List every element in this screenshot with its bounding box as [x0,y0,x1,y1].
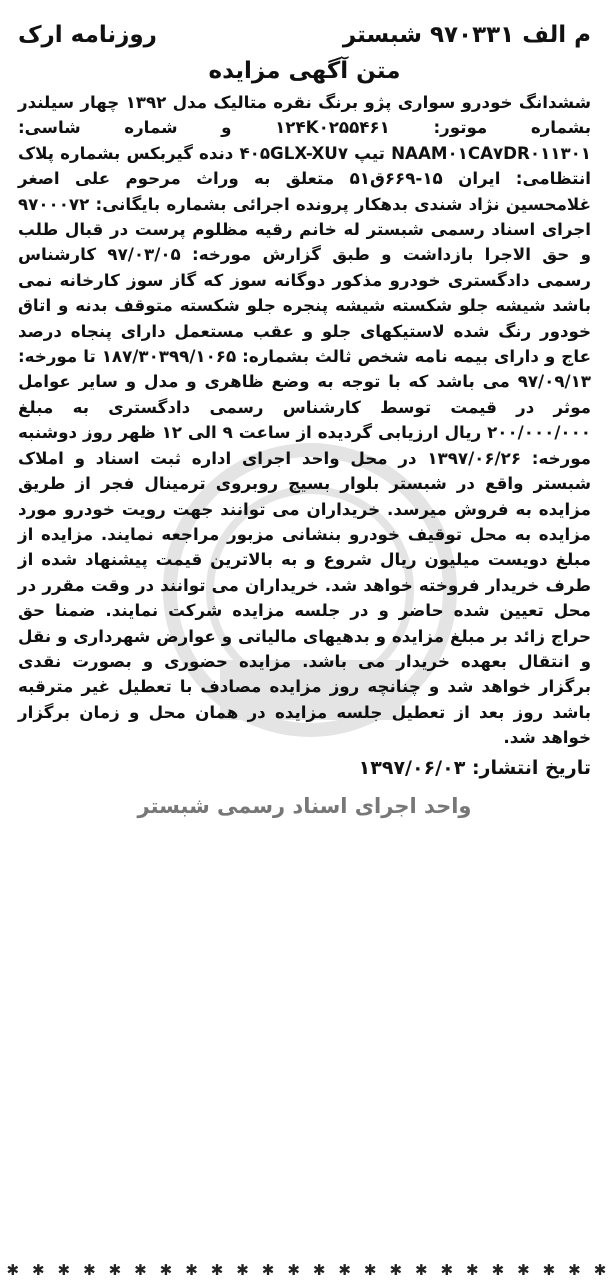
star-icon: ✱ [134,1261,147,1279]
star-icon: ✱ [312,1261,326,1279]
star-icon: ✱ [593,1261,607,1279]
notice-title: متن آگهی مزایده [208,58,401,84]
star-icon: ✱ [83,1261,96,1279]
publication-date-value: ۱۳۹۷/۰۶/۰۳ [358,756,466,779]
star-icon: ✱ [568,1261,581,1279]
star-icon: ✱ [185,1261,198,1279]
star-icon: ✱ [363,1261,377,1279]
newspaper-name: روزنامه ارک [18,22,157,48]
star-icon: ✱ [108,1261,122,1279]
header [18,18,591,52]
publication-date-label: تاریخ انتشار: [471,756,591,779]
star-icon: ✱ [236,1261,249,1279]
star-icon: ✱ [210,1261,224,1279]
star-icon: ✱ [6,1261,20,1279]
star-icon: ✱ [466,1261,479,1279]
notice-body: ششدانگ خودرو سواری پژو برنگ نقره متالیک مدل ۱۳۹۲ چهار سیلندر بشماره موتور: ۱۲۴K۰۲۵۵۴۶۱ و شماره شاسی: NAAM۰۱CA۷DR۰۱۱۳۰۱ تیپ ۴۰۵GLX-XU۷ دنده گیربکس بشماره پلاک انتظامی: ایران ۱۵-۶۶۹ق۵۱ متعلق به وراث مرحوم علی اصغر غلامحسین نژاد شندی بدهکار پرونده اجرائی بشماره بایگانی: ۹۷۰۰۰۷۲ اجرای اسناد رسمی شبستر له خانم رقیه مظلوم پرست در قبال طلب و حق الاجرا بازداشت و طبق گزارش مورخه: ۹۷/۰۳/۰۵ کارشناس رسمی دادگستری خودرو مذکور دوگانه سوز که گاز سوز کارخانه نمی باشد شیشه جلو شکسته شیشه پنجره جلو شکسته متوقف بدنه و اتاق خودور رنگ شده لاستیکهای جلو و عقب مستعمل دارای پنجاه درصد عاج و دارای بیمه نامه شخص ثالث بشماره: ۱۸۷/۳۰۳۹۹/۱۰۶۵ تا مورخه: ۹۷/۰۹/۱۳ می باشد که با توجه به وضع ظاهری و مدل و سایر عوامل موثر در قیمت توسط کارشناس رسمی دادگستری به مبلغ ۲۰۰/۰۰۰/۰۰۰ ریال ارزیابی گردیده از ساعت ۹ الی ۱۲ ظهر روز دوشنبه مورخه: ۱۳۹۷/۰۶/۲۶ در محل واحد اجرای اداره ثبت اسناد و املاک شبستر واقع در شبستر بلوار بسیج روبروی ترمینال فجر از طریق مزایده به فروش میرسد. خریداران می توانند جهت رویت خودرو مورد مزایده به محل توقیف خودرو بنشانی مزبور مراجعه نمایند. مزایده از مبلغ دویست میلیون ریال شروع و به بالاترین قیمت پیشنهاد شده از طرف خریدار فروخته خواهد شد. خریداران می توانند در وقت مقرر در محل تعیین شده حاضر و در جلسه مزایده شرکت نمایند. ضمنا حق حراج زائد بر مبلغ مزایده و بدهیهای مالیاتی و عوارض شهرداری و نقل و انتقال بعهده خریدار می باشد. مزایده حضوری و بصورت نقدی برگزار خواهد شد و چنانچه روز مزایده مصادف با تعطیل غیر مترقبه باشد روز بعد از تعطیل جلسه مزایده در همان محل و زمان برگزار خواهد شد. [18,92,591,748]
star-icon: ✱ [542,1261,556,1279]
star-icon: ✱ [32,1261,45,1279]
star-icon: ✱ [517,1261,530,1279]
star-icon: ✱ [440,1261,454,1279]
star-icon: ✱ [414,1261,428,1279]
star-icon: ✱ [287,1261,300,1279]
star-icon: ✱ [57,1261,71,1279]
publication-date [18,753,591,783]
issue-number: م الف ۹۷۰۳۳۱ شبستر [342,22,591,48]
star-icon: ✱ [338,1261,351,1279]
star-icon: ✱ [491,1261,505,1279]
star-icon: ✱ [159,1261,173,1279]
star-icon: ✱ [261,1261,275,1279]
star-icon: ✱ [389,1261,403,1279]
star-border [0,1260,613,1280]
issuing-unit: واحد اجرای اسناد رسمی شبستر [137,793,472,818]
